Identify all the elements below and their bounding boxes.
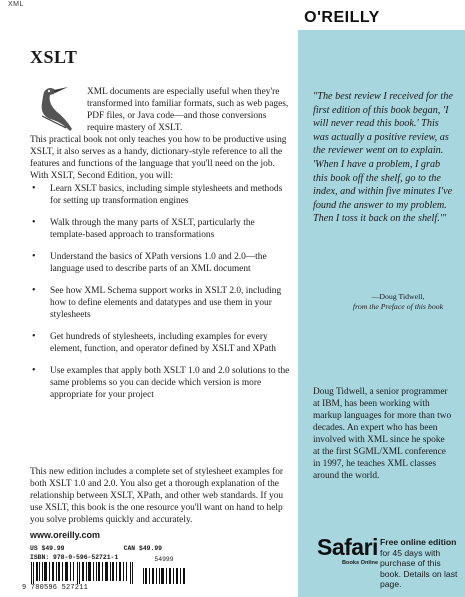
- list-item: • Get hundreds of stylesheets, including examples for every element, function, and operator defined by XSLT and XPath: [30, 331, 292, 355]
- feature-list: [30, 183, 292, 411]
- list-item: • Learn XSLT basics, including simple stylesheets and methods for setting up transformation engines: [30, 183, 292, 207]
- barcode-digits: 9 780596 527211: [22, 584, 89, 592]
- free-edition-headline: Free online edition: [380, 537, 457, 547]
- price-can: CAN $49.99: [123, 545, 162, 552]
- price-us: US $49.99: [30, 545, 65, 552]
- category-tag: XML: [8, 1, 24, 8]
- quote-author: —Doug Tidwell,: [371, 292, 425, 301]
- description-closing: This new edition includes a complete set of stylesheet examples for both XSLT 1.0 and 2.0. You also get a thorough explanation of the relationship between XSLT, XPath, and other web standards. If you use XSLT, this book is the one resource you'll want on hand to help you solve problems quickly and accurately.: [30, 467, 284, 525]
- description-intro: XML documents are especially useful when they're transformed into familiar formats, such as web pages, PDF files, or Java code—and those conversions require mastery of XSLT.: [87, 87, 289, 133]
- barcode-icon: [30, 562, 134, 584]
- safari-subtitle: Books Online: [342, 560, 379, 566]
- list-item: • Walk through the many parts of XSLT, particularly the template-based approach to transformations: [30, 217, 292, 241]
- bird-illustration-icon: [30, 82, 78, 132]
- list-item: • See how XML Schema support works in XSLT 2.0, including how to define elements and datatypes and use them in your stylesheets: [30, 285, 292, 321]
- quote-attribution: [338, 292, 458, 311]
- safari-logo: Safari: [317, 534, 378, 560]
- barcode-addon-digits: 54999: [154, 556, 174, 563]
- quote-source: from the Preface of this book: [352, 301, 444, 311]
- list-item: • Use examples that apply both XSLT 1.0 and 2.0 solutions to the same problems so you can decide which version is more appropriate for your project: [30, 365, 292, 401]
- free-edition-details: for 45 days with purchase of this book. Details on last page.: [380, 547, 458, 590]
- barcode-addon-icon: [142, 562, 186, 584]
- review-quote: "The best review I received for the first edition of this book began, 'I will never read this book.' This was actually a positive review, as the reviewer went on to explain. 'When I have a problem, I grab this book off the shelf, go to the index, and within five minutes I've found the answer to my problem. Then I toss it back on the shelf.'": [313, 91, 453, 225]
- publisher-website: www.oreilly.com: [30, 530, 101, 540]
- free-edition-promo: [380, 537, 462, 590]
- publisher-logo: O'REILLY: [304, 9, 380, 26]
- description-intro-continued: This practical book not only teaches you how to be productive using XSLT, it also serves as a handy, dictionary-style reference to all the features and functions of the language that you'll need on the job. With XSLT, Second Edition, you will:: [30, 135, 287, 181]
- book-title: XSLT: [30, 47, 78, 67]
- list-item: • Understand the basics of XPath versions 1.0 and 2.0—the language used to describe parts of an XML document: [30, 251, 292, 275]
- price-line: [30, 545, 162, 552]
- author-bio: Doug Tidwell, a senior programmer at IBM, has been working with markup languages for more than two decades. An expert who has been involved with XML since he spoke at the first SGML/XML conference in 1997, he teaches XML classes around the world.: [313, 387, 452, 481]
- isbn: ISBN: 978-0-596-52721-1: [30, 554, 119, 561]
